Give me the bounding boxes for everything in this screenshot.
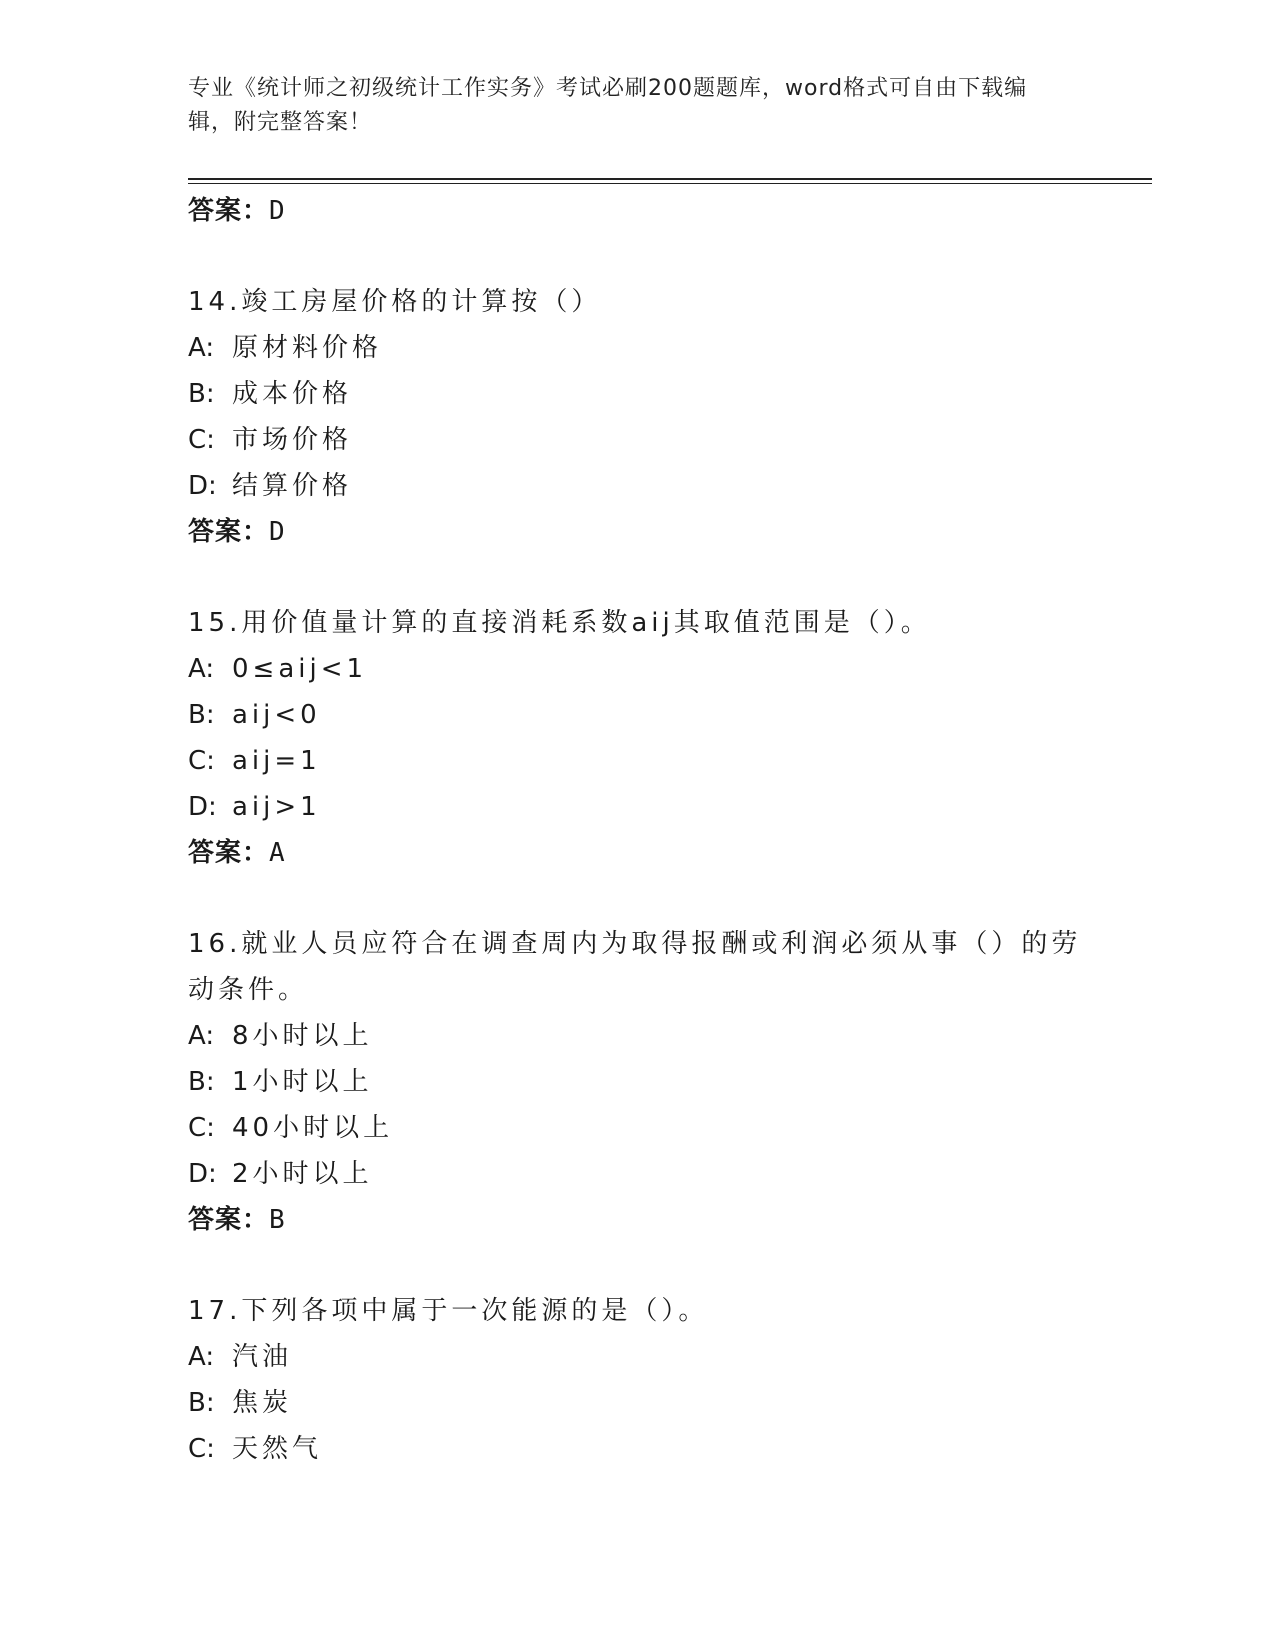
- option-b: [188, 371, 1088, 417]
- option-c: [188, 738, 1088, 784]
- page-header: 专业《统计师之初级统计工作实务》考试必刷200题题库，word格式可自由下载编辑，附完整答案！: [188, 76, 1028, 135]
- option-key: A:: [188, 1021, 215, 1051]
- option-key: B:: [188, 379, 215, 409]
- option-a: [188, 1013, 1088, 1059]
- option-text: 汽油: [232, 1342, 293, 1372]
- question-14: 14.竣工房屋价格的计算按（）: [188, 287, 602, 317]
- option-text: 40小时以上: [232, 1113, 394, 1143]
- option-key: B:: [188, 1067, 215, 1097]
- option-text: 市场价格: [232, 425, 353, 455]
- option-b: [188, 1059, 1088, 1105]
- option-key: C:: [188, 1113, 215, 1143]
- option-text: 结算价格: [232, 471, 353, 501]
- answer-value: B: [269, 1205, 286, 1235]
- option-key: C:: [188, 746, 215, 776]
- option-text: 原材料价格: [232, 333, 383, 363]
- option-b: [188, 1380, 1088, 1426]
- answer-line: [188, 188, 1088, 234]
- option-key: D:: [188, 1159, 217, 1189]
- option-key: A:: [188, 1342, 215, 1372]
- option-d: [188, 1151, 1088, 1197]
- option-a: [188, 646, 1088, 692]
- option-key: A:: [188, 333, 215, 363]
- option-text: 焦炭: [232, 1388, 293, 1418]
- option-c: [188, 1105, 1088, 1151]
- option-d: [188, 463, 1088, 509]
- option-text: aij>1: [232, 792, 321, 822]
- option-key: B:: [188, 700, 215, 730]
- option-c: [188, 1426, 1088, 1472]
- header-rule-thin: [188, 183, 1152, 184]
- option-c: [188, 417, 1088, 463]
- option-key: B:: [188, 1388, 215, 1418]
- option-text: 成本价格: [232, 379, 353, 409]
- option-text: aij=1: [232, 746, 321, 776]
- option-b: [188, 692, 1088, 738]
- option-text: 0≤aij<1: [232, 654, 368, 684]
- answer-label: 答案：: [188, 838, 270, 868]
- option-d: [188, 784, 1088, 830]
- option-text: 天然气: [232, 1434, 323, 1464]
- question-17: 17.下列各项中属于一次能源的是（）。: [188, 1296, 709, 1326]
- question-list: [188, 188, 1088, 1472]
- header-rule-thick: [188, 178, 1152, 180]
- option-key: C:: [188, 1434, 215, 1464]
- option-key: D:: [188, 471, 217, 501]
- option-key: C:: [188, 425, 215, 455]
- question-16: 16.就业人员应符合在调查周内为取得报酬或利润必须从事（）的劳动条件。: [188, 929, 1082, 1005]
- option-text: 2小时以上: [232, 1159, 373, 1189]
- option-key: D:: [188, 792, 217, 822]
- answer-value: D: [269, 517, 286, 547]
- option-a: [188, 1334, 1088, 1380]
- answer-line: [188, 509, 1088, 555]
- answer-line: [188, 1197, 1088, 1243]
- answer-value: D: [269, 196, 286, 226]
- question-15: 15.用价值量计算的直接消耗系数aij其取值范围是（）。: [188, 608, 931, 638]
- option-text: 8小时以上: [232, 1021, 373, 1051]
- answer-label: 答案：: [188, 1205, 270, 1235]
- option-text: aij<0: [232, 700, 321, 730]
- option-key: A:: [188, 654, 215, 684]
- answer-line: [188, 830, 1088, 876]
- option-text: 1小时以上: [232, 1067, 373, 1097]
- answer-label: 答案：: [188, 517, 270, 547]
- answer-value: A: [269, 838, 286, 868]
- answer-label: 答案：: [188, 196, 270, 226]
- option-a: [188, 325, 1088, 371]
